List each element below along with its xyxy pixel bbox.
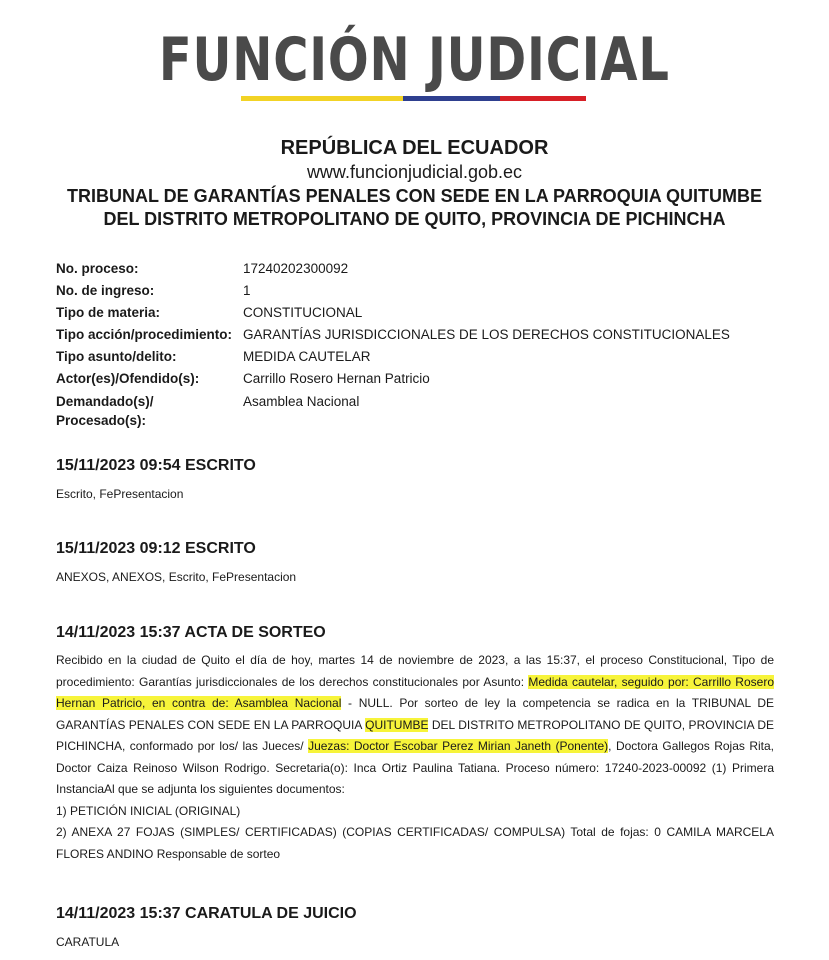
case-info-value: 17240202300092 xyxy=(243,261,349,276)
document-header xyxy=(0,136,829,230)
case-info-label-line: Procesado(s): xyxy=(56,413,147,428)
acta-text: - NULL. Por sorteo de ley la competencia se radica en la TRIBUNAL DE GARANTÍAS PENALES CON SEDE EN LA PARROQUIA xyxy=(56,696,774,732)
case-info-row xyxy=(56,346,776,368)
case-info-table xyxy=(56,258,776,430)
case-info-label: Tipo asunto/delito: xyxy=(56,349,177,364)
case-info-value: 1 xyxy=(243,283,251,298)
highlight-parties: Medida cautelar, seguido por: Carrillo Rosero Hernan Patricio, en contra de: Asamblea Nacional xyxy=(56,674,774,710)
acta-text: DEL DISTRITO METROPOLITANO DE QUITO, PROVINCIA DE PICHINCHA, conformado por los/ las Jueces/ xyxy=(56,717,774,753)
case-info-row xyxy=(56,368,776,390)
highlight-judges: Juezas: Doctor Escobar Perez Mirian Janeth (Ponente) xyxy=(308,739,609,753)
flag-stripe xyxy=(241,96,586,101)
funcion-judicial-logo xyxy=(0,25,829,95)
country-title: REPÚBLICA DEL ECUADOR xyxy=(280,137,549,159)
case-info-value: MEDIDA CAUTELAR xyxy=(243,349,371,364)
entry-title: 14/11/2023 15:37 CARATULA DE JUICIO xyxy=(56,905,357,922)
entry-title: 14/11/2023 15:37 ACTA DE SORTEO xyxy=(56,624,326,641)
case-info-value: Carrillo Rosero Hernan Patricio xyxy=(243,371,430,386)
entry-body-acta xyxy=(56,650,774,865)
case-info-row xyxy=(56,258,776,280)
flag-blue-stripe xyxy=(403,96,500,101)
case-info-label: Actor(es)/Ofendido(s): xyxy=(56,371,200,386)
entry-title: 15/11/2023 09:54 ESCRITO xyxy=(56,457,256,474)
logo-text: FUNCIÓN JUDICIAL xyxy=(159,25,670,95)
attached-doc-1: 1) PETICIÓN INICIAL (ORIGINAL) xyxy=(56,803,241,818)
acta-text: Recibido en la ciudad de Quito el día de hoy, martes 14 de noviembre de 2023, a las 15:37, el proceso Constitucional, Tipo de procedimiento: Garantías jurisdiccionales de los derechos constitucionales por Asunto: xyxy=(56,653,774,689)
case-info-value: GARANTÍAS JURISDICCIONALES DE LOS DERECHOS CONSTITUCIONALES xyxy=(243,327,730,342)
tribunal-name-line2: DEL DISTRITO METROPOLITANO DE QUITO, PROVINCIA DE PICHINCHA xyxy=(103,209,726,229)
case-info-label xyxy=(56,392,243,430)
entry-body: CARATULA xyxy=(56,935,120,949)
case-info-label: Tipo acción/procedimiento: xyxy=(56,327,233,342)
case-info-row xyxy=(56,392,776,430)
acta-text: , Doctora Gallegos Rojas Rita, Doctor Caiza Reinoso Wilson Rodrigo. Secretaria(o): Inca Ortiz Paulina Tatiana. Proceso número: 17240-2023-00092 (1) Primera InstanciaAl que se adjunta los siguientes documentos: xyxy=(56,739,774,796)
website-link[interactable]: www.funcionjudicial.gob.ec xyxy=(306,162,523,182)
flag-yellow-stripe xyxy=(241,96,403,101)
case-info-value: CONSTITUCIONAL xyxy=(243,305,363,320)
entry-body: ANEXOS, ANEXOS, Escrito, FePresentacion xyxy=(56,570,297,584)
case-info-row xyxy=(56,324,776,346)
flag-red-stripe xyxy=(500,96,586,101)
entry-title: 15/11/2023 09:12 ESCRITO xyxy=(56,540,256,557)
acta-paragraph xyxy=(56,650,774,801)
tribunal-name-line1: TRIBUNAL DE GARANTÍAS PENALES CON SEDE EN LA PARROQUIA QUITUMBE xyxy=(66,186,763,206)
case-info-row xyxy=(56,302,776,324)
entry-body: Escrito, FePresentacion xyxy=(56,487,184,501)
case-info-row xyxy=(56,280,776,302)
attached-doc-2: 2) ANEXA 27 FOJAS (SIMPLES/ CERTIFICADAS) (COPIAS CERTIFICADAS/ COMPULSA) Total de fojas: 0 CAMILA MARCELA FLORES ANDINO Responsable de sorteo xyxy=(56,825,774,861)
case-info-label: No. de ingreso: xyxy=(56,283,155,298)
case-info-value: Asamblea Nacional xyxy=(243,394,360,409)
case-info-label: No. proceso: xyxy=(56,261,139,276)
case-info-label-line: Demandado(s)/ xyxy=(56,394,154,409)
highlight-parish: QUITUMBE xyxy=(365,717,429,732)
case-info-label: Tipo de materia: xyxy=(56,305,161,320)
